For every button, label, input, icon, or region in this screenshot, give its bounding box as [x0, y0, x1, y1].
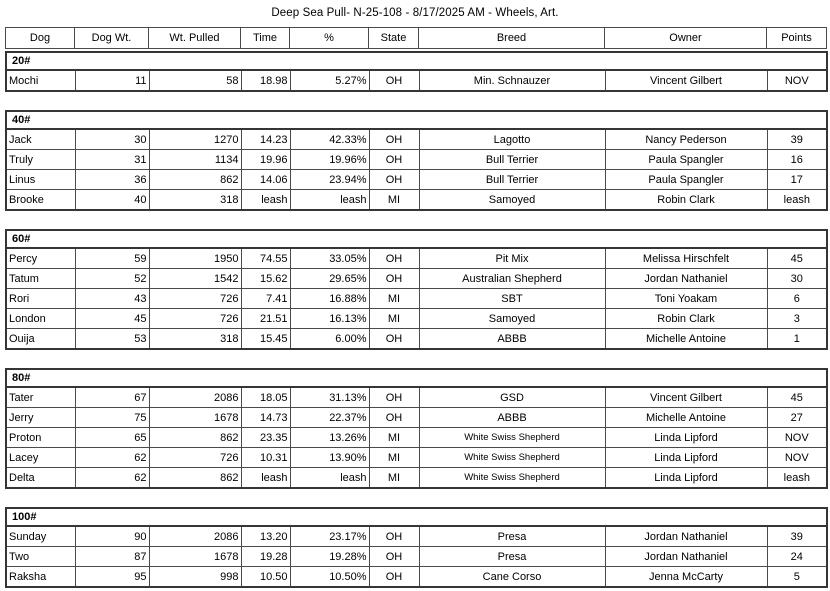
state-cell: MI: [369, 428, 419, 448]
table-row: [6, 468, 827, 489]
state-cell: OH: [369, 150, 419, 170]
weight-class-band: [6, 52, 827, 70]
table-row: [6, 70, 827, 91]
time-cell: 19.28: [241, 547, 290, 567]
percent-cell: 16.13%: [290, 309, 369, 329]
dog-weight-cell: 75: [75, 408, 149, 428]
dog-weight-cell: 40: [75, 190, 149, 211]
time-cell: 14.23: [241, 129, 290, 150]
owner-cell: Melissa Hirschfelt: [605, 248, 767, 269]
dog-name-cell: Sunday: [6, 526, 75, 547]
percent-cell: 33.05%: [290, 248, 369, 269]
section-table-80: [5, 368, 828, 489]
points-cell: 3: [767, 309, 827, 329]
breed-cell: White Swiss Shepherd: [419, 468, 605, 489]
state-cell: OH: [369, 387, 419, 408]
time-cell: 15.45: [241, 329, 290, 350]
column-header-table: [5, 27, 827, 49]
percent-cell: 22.37%: [290, 408, 369, 428]
owner-cell: Linda Lipford: [605, 468, 767, 489]
dog-name-cell: London: [6, 309, 75, 329]
percent-cell: 19.28%: [290, 547, 369, 567]
state-cell: OH: [369, 329, 419, 350]
owner-cell: Linda Lipford: [605, 448, 767, 468]
dog-weight-cell: 45: [75, 309, 149, 329]
dog-name-cell: Proton: [6, 428, 75, 448]
owner-cell: Paula Spangler: [605, 170, 767, 190]
percent-cell: 13.90%: [290, 448, 369, 468]
percent-cell: leash: [290, 190, 369, 211]
weight-class-band: [6, 508, 827, 526]
weight-pulled-cell: 2086: [149, 526, 241, 547]
section-table-100: [5, 507, 828, 588]
time-cell: 18.98: [241, 70, 290, 91]
weight-class-band: [6, 111, 827, 129]
breed-cell: Min. Schnauzer: [419, 70, 605, 91]
breed-cell: Cane Corso: [419, 567, 605, 588]
time-cell: 10.31: [241, 448, 290, 468]
time-cell: 14.06: [241, 170, 290, 190]
weight-pulled-cell: 862: [149, 468, 241, 489]
weight-class-label: 20#: [6, 52, 827, 70]
state-cell: OH: [369, 269, 419, 289]
table-row: [6, 567, 827, 588]
state-cell: OH: [369, 248, 419, 269]
table-row: [6, 309, 827, 329]
table-row: [6, 190, 827, 211]
owner-cell: Jordan Nathaniel: [605, 547, 767, 567]
points-cell: 30: [767, 269, 827, 289]
table-row: [6, 526, 827, 547]
dog-name-cell: Raksha: [6, 567, 75, 588]
owner-cell: Toni Yoakam: [605, 289, 767, 309]
owner-cell: Jordan Nathaniel: [605, 526, 767, 547]
weight-pulled-cell: 998: [149, 567, 241, 588]
column-header-breed: Breed: [419, 28, 605, 49]
dog-weight-cell: 30: [75, 129, 149, 150]
table-row: [6, 547, 827, 567]
table-row: [6, 387, 827, 408]
weight-class-band: [6, 230, 827, 248]
owner-cell: Jordan Nathaniel: [605, 269, 767, 289]
column-header-points: Points: [767, 28, 827, 49]
state-cell: OH: [369, 408, 419, 428]
dog-weight-cell: 52: [75, 269, 149, 289]
percent-cell: leash: [290, 468, 369, 489]
time-cell: 14.73: [241, 408, 290, 428]
weight-pulled-cell: 726: [149, 289, 241, 309]
points-cell: 27: [767, 408, 827, 428]
dog-name-cell: Ouija: [6, 329, 75, 350]
percent-cell: 5.27%: [290, 70, 369, 91]
table-row: [6, 269, 827, 289]
column-header-dog-weight: Dog Wt.: [75, 28, 149, 49]
dog-weight-cell: 95: [75, 567, 149, 588]
points-cell: NOV: [767, 70, 827, 91]
state-cell: OH: [369, 526, 419, 547]
state-cell: MI: [369, 448, 419, 468]
time-cell: 13.20: [241, 526, 290, 547]
points-cell: leash: [767, 190, 827, 211]
breed-cell: Samoyed: [419, 190, 605, 211]
state-cell: MI: [369, 289, 419, 309]
breed-cell: Lagotto: [419, 129, 605, 150]
owner-cell: Vincent Gilbert: [605, 387, 767, 408]
time-cell: 19.96: [241, 150, 290, 170]
time-cell: 21.51: [241, 309, 290, 329]
dog-name-cell: Lacey: [6, 448, 75, 468]
dog-weight-cell: 90: [75, 526, 149, 547]
percent-cell: 19.96%: [290, 150, 369, 170]
percent-cell: 13.26%: [290, 428, 369, 448]
points-cell: leash: [767, 468, 827, 489]
dog-weight-cell: 43: [75, 289, 149, 309]
owner-cell: Michelle Antoine: [605, 329, 767, 350]
table-row: [6, 329, 827, 350]
column-header-percent: %: [290, 28, 369, 49]
points-cell: 39: [767, 526, 827, 547]
weight-class-label: 60#: [6, 230, 827, 248]
dog-weight-cell: 59: [75, 248, 149, 269]
owner-cell: Nancy Pederson: [605, 129, 767, 150]
percent-cell: 23.17%: [290, 526, 369, 547]
breed-cell: White Swiss Shepherd: [419, 428, 605, 448]
column-header-time: Time: [241, 28, 290, 49]
percent-cell: 31.13%: [290, 387, 369, 408]
points-cell: 45: [767, 387, 827, 408]
table-row: [6, 170, 827, 190]
dog-weight-cell: 53: [75, 329, 149, 350]
breed-cell: ABBB: [419, 408, 605, 428]
state-cell: OH: [369, 547, 419, 567]
table-row: [6, 248, 827, 269]
dog-name-cell: Linus: [6, 170, 75, 190]
percent-cell: 6.00%: [290, 329, 369, 350]
dog-name-cell: Delta: [6, 468, 75, 489]
table-row: [6, 428, 827, 448]
column-header-row: [6, 28, 827, 49]
state-cell: OH: [369, 170, 419, 190]
weight-class-label: 80#: [6, 369, 827, 387]
owner-cell: Linda Lipford: [605, 428, 767, 448]
dog-weight-cell: 36: [75, 170, 149, 190]
column-header-dog-name: Dog: [6, 28, 75, 49]
breed-cell: GSD: [419, 387, 605, 408]
state-cell: OH: [369, 129, 419, 150]
weight-class-band: [6, 369, 827, 387]
percent-cell: 29.65%: [290, 269, 369, 289]
weight-pulled-cell: 1950: [149, 248, 241, 269]
time-cell: 10.50: [241, 567, 290, 588]
dog-weight-cell: 31: [75, 150, 149, 170]
points-cell: NOV: [767, 448, 827, 468]
dog-weight-cell: 11: [75, 70, 149, 91]
dog-weight-cell: 65: [75, 428, 149, 448]
table-row: [6, 129, 827, 150]
percent-cell: 10.50%: [290, 567, 369, 588]
section-table-40: [5, 110, 828, 211]
weight-pulled-cell: 318: [149, 329, 241, 350]
percent-cell: 42.33%: [290, 129, 369, 150]
time-cell: 15.62: [241, 269, 290, 289]
points-cell: 39: [767, 129, 827, 150]
table-row: [6, 408, 827, 428]
weight-class-label: 100#: [6, 508, 827, 526]
dog-name-cell: Percy: [6, 248, 75, 269]
breed-cell: Australian Shepherd: [419, 269, 605, 289]
weight-pulled-cell: 318: [149, 190, 241, 211]
dog-name-cell: Jack: [6, 129, 75, 150]
table-row: [6, 289, 827, 309]
weight-pulled-cell: 58: [149, 70, 241, 91]
column-header-state: State: [369, 28, 419, 49]
dog-name-cell: Rori: [6, 289, 75, 309]
points-cell: 24: [767, 547, 827, 567]
dog-name-cell: Jerry: [6, 408, 75, 428]
weight-pulled-cell: 1542: [149, 269, 241, 289]
weight-pulled-cell: 2086: [149, 387, 241, 408]
weight-pulled-cell: 1270: [149, 129, 241, 150]
dog-weight-cell: 67: [75, 387, 149, 408]
points-cell: 1: [767, 329, 827, 350]
time-cell: 23.35: [241, 428, 290, 448]
state-cell: OH: [369, 70, 419, 91]
time-cell: leash: [241, 190, 290, 211]
table-row: [6, 150, 827, 170]
owner-cell: Robin Clark: [605, 190, 767, 211]
dog-name-cell: Truly: [6, 150, 75, 170]
owner-cell: Jenna McCarty: [605, 567, 767, 588]
owner-cell: Paula Spangler: [605, 150, 767, 170]
breed-cell: Presa: [419, 547, 605, 567]
page-title: Deep Sea Pull- N-25-108 - 8/17/2025 AM - Wheels, Art.: [271, 7, 559, 19]
weight-class-label: 40#: [6, 111, 827, 129]
weight-pulled-cell: 1678: [149, 547, 241, 567]
state-cell: MI: [369, 190, 419, 211]
dog-name-cell: Mochi: [6, 70, 75, 91]
breed-cell: Samoyed: [419, 309, 605, 329]
dog-weight-cell: 62: [75, 448, 149, 468]
dog-weight-cell: 62: [75, 468, 149, 489]
points-cell: 5: [767, 567, 827, 588]
breed-cell: SBT: [419, 289, 605, 309]
breed-cell: Bull Terrier: [419, 150, 605, 170]
owner-cell: Michelle Antoine: [605, 408, 767, 428]
breed-cell: Pit Mix: [419, 248, 605, 269]
breed-cell: Presa: [419, 526, 605, 547]
weight-pulled-cell: 1134: [149, 150, 241, 170]
state-cell: MI: [369, 309, 419, 329]
weight-pulled-cell: 726: [149, 448, 241, 468]
dog-name-cell: Tater: [6, 387, 75, 408]
points-cell: 6: [767, 289, 827, 309]
table-row: [6, 448, 827, 468]
weight-pulled-cell: 862: [149, 170, 241, 190]
points-cell: NOV: [767, 428, 827, 448]
points-cell: 17: [767, 170, 827, 190]
points-cell: 45: [767, 248, 827, 269]
dog-name-cell: Brooke: [6, 190, 75, 211]
weight-pulled-cell: 726: [149, 309, 241, 329]
breed-cell: White Swiss Shepherd: [419, 448, 605, 468]
time-cell: 74.55: [241, 248, 290, 269]
points-cell: 16: [767, 150, 827, 170]
breed-cell: Bull Terrier: [419, 170, 605, 190]
dog-weight-cell: 87: [75, 547, 149, 567]
column-header-weight-pulled: Wt. Pulled: [149, 28, 241, 49]
state-cell: MI: [369, 468, 419, 489]
percent-cell: 16.88%: [290, 289, 369, 309]
time-cell: leash: [241, 468, 290, 489]
weight-pulled-cell: 1678: [149, 408, 241, 428]
weight-class-sections: [0, 51, 830, 588]
owner-cell: Robin Clark: [605, 309, 767, 329]
section-table-20: [5, 51, 828, 92]
column-header-owner: Owner: [605, 28, 767, 49]
weight-pulled-cell: 862: [149, 428, 241, 448]
breed-cell: ABBB: [419, 329, 605, 350]
dog-name-cell: Tatum: [6, 269, 75, 289]
time-cell: 7.41: [241, 289, 290, 309]
section-table-60: [5, 229, 828, 350]
time-cell: 18.05: [241, 387, 290, 408]
dog-name-cell: Two: [6, 547, 75, 567]
percent-cell: 23.94%: [290, 170, 369, 190]
state-cell: OH: [369, 567, 419, 588]
owner-cell: Vincent Gilbert: [605, 70, 767, 91]
